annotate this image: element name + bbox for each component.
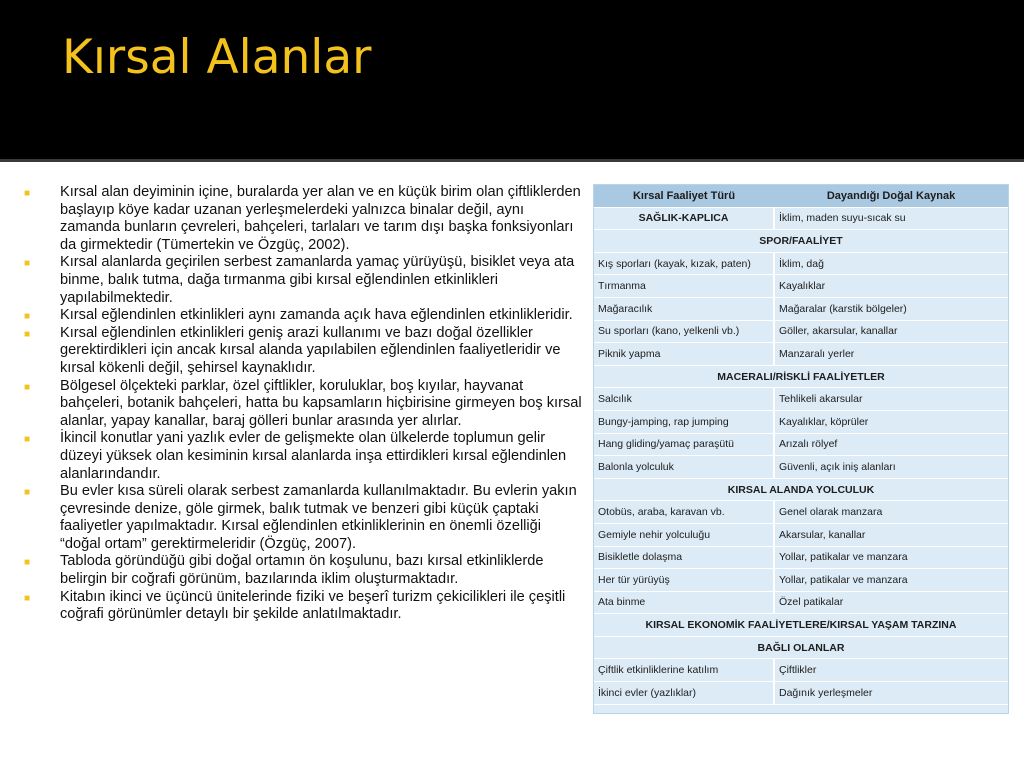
bullet-marker-icon: ■ xyxy=(24,258,31,270)
bullet-item xyxy=(18,307,584,325)
bullet-item xyxy=(18,184,584,254)
header-activity-type: Kırsal Faaliyet Türü xyxy=(594,185,774,207)
activity-cell: Gemiyle nehir yolculuğu xyxy=(594,523,774,546)
table-row xyxy=(594,410,1008,433)
table-section-row xyxy=(594,478,1008,501)
bullet-marker-icon: ■ xyxy=(24,328,31,340)
activity-cell: Tırmanma xyxy=(594,275,774,298)
table-section-row xyxy=(594,614,1008,637)
bullet-text: İkincil konutlar yani yazlık evler de gelişmekte olan ülkelerde toplumun gelir düzeyi yüksek olan kesiminin kırsal alanlarda inşa ettirdikleri kırsal eğlendinlen alanlarındandır. xyxy=(60,430,567,482)
table-row xyxy=(594,433,1008,456)
resource-cell: İklim, dağ xyxy=(774,252,1008,275)
bullet-text: Bu evler kısa süreli olarak serbest zamanlarda kullanılmaktadır. Bu evlerin yakın çevresinde denize, göle girmek, balık tutmak ve benzeri gibi küçük çaptaki faaliyetler yapılmaktadır. Kırsal eğlendinlen etkinliklerinin en önemli özelliği “doğal ortam” gerektirmeleridir (Özgüç, 2007). xyxy=(60,483,577,552)
table-row xyxy=(594,591,1008,614)
table-row xyxy=(594,682,1008,705)
resource-cell: Güvenli, açık iniş alanları xyxy=(774,456,1008,479)
resource-cell: Tehlikeli akarsular xyxy=(774,388,1008,411)
section-label: KIRSAL ALANDA YOLCULUK xyxy=(594,478,1008,501)
activity-cell: Su sporları (kano, yelkenli vb.) xyxy=(594,320,774,343)
activity-cell: Hang gliding/yamaç paraşütü xyxy=(594,433,774,456)
resource-cell: Çiftlikler xyxy=(774,659,1008,682)
activity-cell: Bungy-jamping, rap jumping xyxy=(594,410,774,433)
resource-cell: Arızalı rölyef xyxy=(774,433,1008,456)
bullet-item xyxy=(18,589,584,624)
table-row xyxy=(594,252,1008,275)
title-divider xyxy=(0,159,1024,162)
resource-cell: Özel patikalar xyxy=(774,591,1008,614)
table-section-row xyxy=(594,365,1008,388)
bullet-text: Kırsal alanlarda geçirilen serbest zamanlarda yamaç yürüyüşü, bisiklet veya ata binme, balık tutma, dağa tırmanma gibi kırsal eğlendinlen etkinlikleri yapılabilmektedir. xyxy=(60,254,575,306)
resource-cell: Manzaralı yerler xyxy=(774,343,1008,366)
activity-cell: SAĞLIK-KAPLICA xyxy=(594,207,774,230)
table-row xyxy=(594,569,1008,592)
table-section-row xyxy=(594,230,1008,253)
section-label: SPOR/FAALİYET xyxy=(594,230,1008,253)
bullet-marker-icon: ■ xyxy=(24,381,31,393)
bullet-item xyxy=(18,430,584,483)
bullet-text: Tabloda göründüğü gibi doğal ortamın ön koşulunu, bazı kırsal etkinliklerde belirgin bir coğrafi görünüm, bazılarında iklim oluşturmaktadır. xyxy=(60,553,544,588)
header-natural-resource: Dayandığı Doğal Kaynak xyxy=(774,185,1008,207)
bullet-item xyxy=(18,325,584,378)
resource-cell: Genel olarak manzara xyxy=(774,501,1008,524)
table-row xyxy=(594,523,1008,546)
activity-cell: İkinci evler (yazlıklar) xyxy=(594,682,774,705)
bullet-item xyxy=(18,378,584,431)
bullet-text: Kırsal eğlendinlen etkinlikleri geniş arazi kullanımı ve bazı doğal özellikler gerektirdikleri için ancak kırsal alanda yapılabilen eğlendinlen faaliyetleridir ve kırsal kökenli değil, şehirsel kaynaklıdır. xyxy=(60,324,561,376)
bullet-item xyxy=(18,254,584,307)
bullet-marker-icon: ■ xyxy=(24,592,31,604)
table-body xyxy=(594,207,1008,704)
activity-cell: Otobüs, araba, karavan vb. xyxy=(594,501,774,524)
resource-cell: Yollar, patikalar ve manzara xyxy=(774,546,1008,569)
bullet-marker-icon: ■ xyxy=(24,188,31,199)
table xyxy=(594,185,1008,705)
activity-cell: Kış sporları (kayak, kızak, paten) xyxy=(594,252,774,275)
table-header-row xyxy=(594,185,1008,207)
bullet-marker-icon: ■ xyxy=(24,487,31,499)
activity-resource-table xyxy=(593,184,1009,714)
activity-cell: Bisikletle dolaşma xyxy=(594,546,774,569)
bullet-item xyxy=(18,483,584,553)
bullet-marker-icon: ■ xyxy=(24,557,31,569)
resource-cell: Akarsular, kanallar xyxy=(774,523,1008,546)
table-row xyxy=(594,456,1008,479)
bullet-text: Bölgesel ölçekteki parklar, özel çiftlikler, koruluklar, boş kıyılar, hayvanat bahçeleri, botanik bahçeleri, hatta bu kapsamların hiçbirisine girmeyen boş kırsal alanlar, yapay kanallar, baraj gölleri bunlar arasında yer alırlar. xyxy=(60,377,582,429)
section-label: BAĞLI OLANLAR xyxy=(594,636,1008,659)
table-row xyxy=(594,320,1008,343)
activity-cell: Salcılık xyxy=(594,388,774,411)
table-row xyxy=(594,546,1008,569)
table-row xyxy=(594,275,1008,298)
table-row xyxy=(594,388,1008,411)
bullet-text: Kırsal eğlendinlen etkinlikleri aynı zamanda açık hava eğlendinlen etkinlikleridir. xyxy=(60,307,573,324)
bullet-marker-icon: ■ xyxy=(24,434,31,446)
section-label: KIRSAL EKONOMİK FAALİYETLERE/KIRSAL YAŞAM TARZINA xyxy=(594,614,1008,637)
activity-cell: Piknik yapma xyxy=(594,343,774,366)
section-label: MACERALI/RİSKLİ FAALİYETLER xyxy=(594,365,1008,388)
table-row xyxy=(594,297,1008,320)
bullet-text: Kitabın ikinci ve üçüncü ünitelerinde fiziki ve beşerî turizm çekicilikleri ile çeşitli coğrafi görünümler detaylı bir şekilde anlatılmaktadır. xyxy=(60,588,566,623)
bullet-list xyxy=(18,184,584,624)
slide-title: Kırsal Alanlar xyxy=(62,30,372,85)
table-row xyxy=(594,343,1008,366)
resource-cell: İklim, maden suyu-sıcak su xyxy=(774,207,1008,230)
bullet-marker-icon: ■ xyxy=(24,311,31,323)
bullet-item xyxy=(18,553,584,588)
title-bar xyxy=(0,0,1024,160)
resource-cell: Mağaralar (karstik bölgeler) xyxy=(774,297,1008,320)
activity-cell: Mağaracılık xyxy=(594,297,774,320)
resource-cell: Kayalıklar xyxy=(774,275,1008,298)
activity-cell: Çiftlik etkinliklerine katılım xyxy=(594,659,774,682)
resource-cell: Dağınık yerleşmeler xyxy=(774,682,1008,705)
activity-cell: Ata binme xyxy=(594,591,774,614)
table-row xyxy=(594,207,1008,230)
table-section-row xyxy=(594,636,1008,659)
resource-cell: Kayalıklar, köprüler xyxy=(774,410,1008,433)
resource-cell: Yollar, patikalar ve manzara xyxy=(774,569,1008,592)
table-row xyxy=(594,659,1008,682)
resource-cell: Göller, akarsular, kanallar xyxy=(774,320,1008,343)
activity-cell: Her tür yürüyüş xyxy=(594,569,774,592)
table-row xyxy=(594,501,1008,524)
bullet-text: Kırsal alan deyiminin içine, buralarda yer alan ve en küçük birim olan çiftliklerden başlayıp köye kadar uzanan yerleşmelerdeki yalnızca binalar değil, aynı zamanda bunların çevreleri, bahçeleri, tarlaları ve tarım dışı başka fonksiyonları da girmektedir (Tümertekin ve Özgüç, 2002). xyxy=(60,184,581,253)
activity-cell: Balonla yolculuk xyxy=(594,456,774,479)
